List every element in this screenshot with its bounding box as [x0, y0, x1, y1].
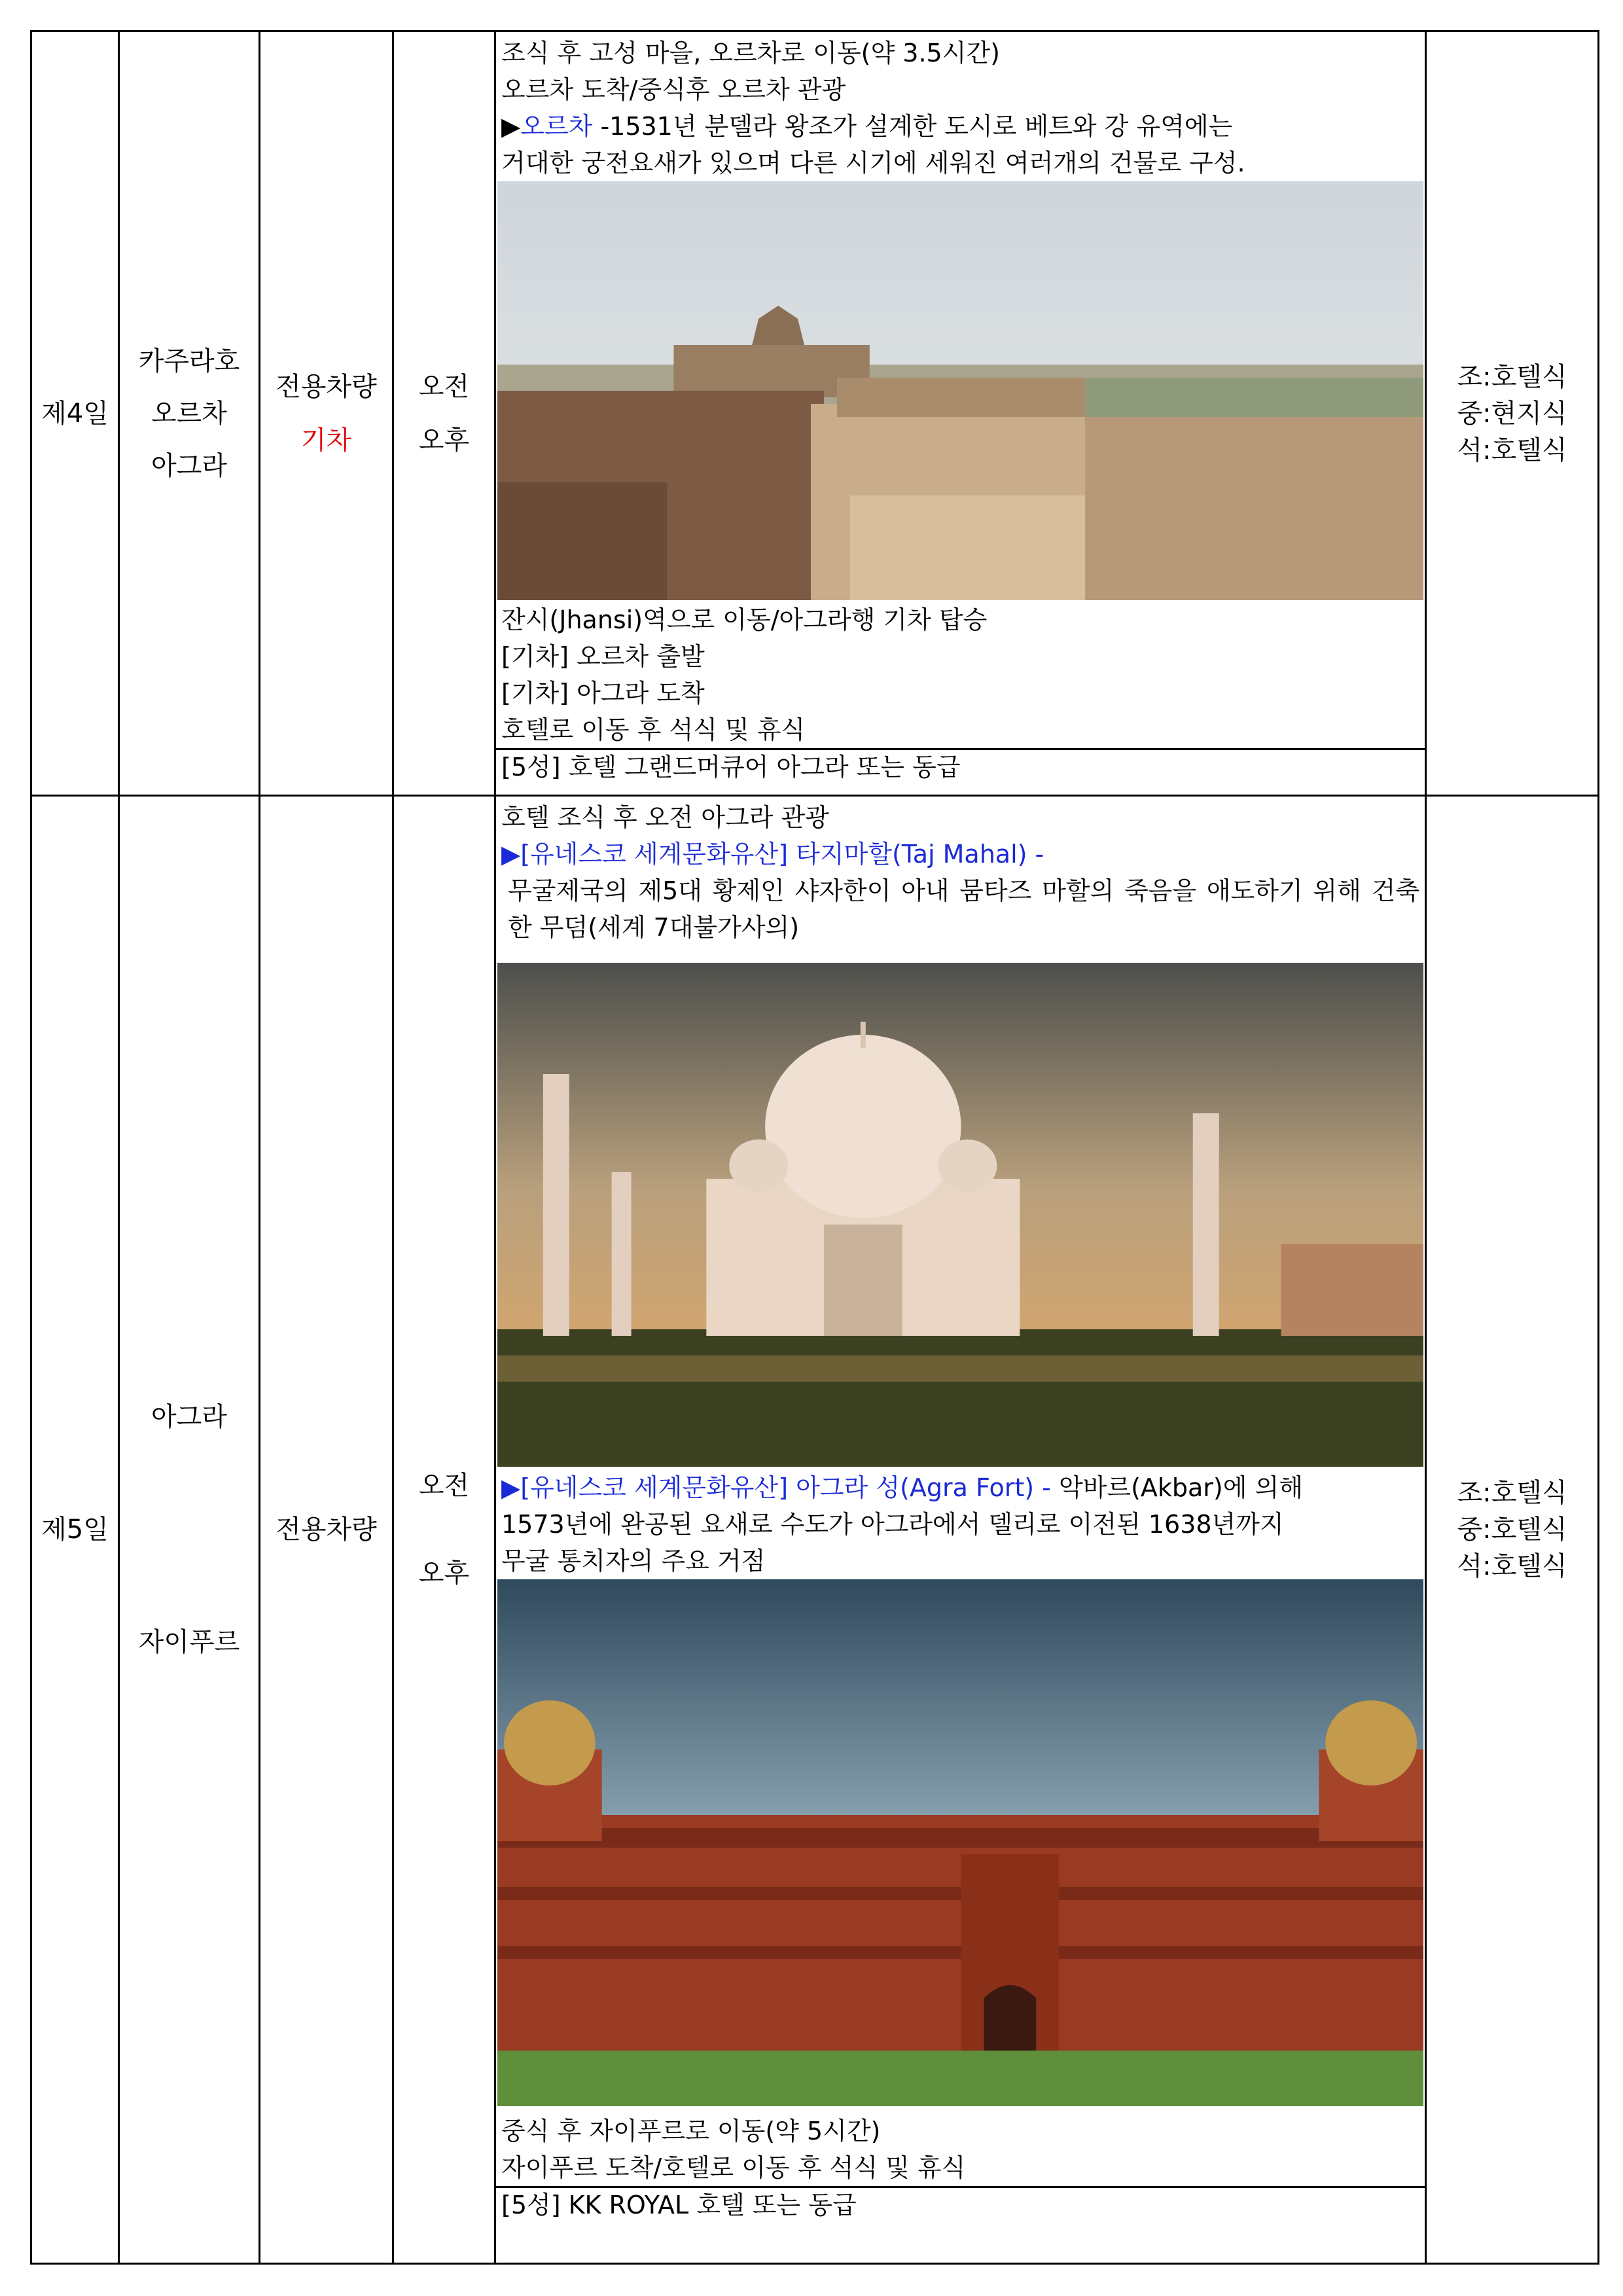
day-label: 제4일: [31, 31, 119, 796]
meal-breakfast: 조:호텔식: [1457, 1478, 1567, 1508]
highlight-name: 오르차: [520, 112, 593, 141]
meal-cell: [1426, 796, 1599, 2264]
schedule-cell: [495, 796, 1426, 2264]
time-cell: [393, 796, 495, 2264]
highlight-line: [496, 108, 1425, 145]
schedule-line: [기차] 오르차 출발: [501, 642, 705, 671]
city-cell: [119, 31, 260, 796]
schedule-line: 조식 후 고성 마을, 오르차로 이동(약 3.5시간): [501, 39, 1000, 67]
highlight-text: 악바르(Akbar)에 의해: [1050, 1473, 1303, 1502]
day-row: [31, 31, 1599, 796]
meal-lunch: 중:호텔식: [1457, 1515, 1567, 1545]
hotel-line: [5성] KK ROYAL 호텔 또는 동급: [496, 2186, 1425, 2222]
city-cell: [119, 796, 260, 2264]
city-name: 카주라호: [138, 346, 240, 376]
city-name: 아그라: [151, 1402, 227, 1432]
schedule-line: 호텔 조식 후 오전 아그라 관광: [501, 803, 829, 832]
highlight-cont: 거대한 궁전요새가 있으며 다른 시기에 세워진 여러개의 건물로 구성.: [501, 149, 1245, 177]
transport-item: 전용차량: [276, 371, 377, 402]
time-label: 오전: [418, 371, 470, 402]
day-row: [31, 796, 1599, 2264]
schedule-line: 잔시(Jhansi)역으로 이동/아그라행 기차 탑승: [501, 605, 988, 634]
city-name: 아그라: [151, 450, 227, 481]
transport-item-train: 기차: [300, 425, 352, 456]
schedule-line: [기차] 아그라 도착: [501, 679, 705, 708]
time-label: 오후: [418, 1558, 470, 1588]
itinerary-table: [30, 30, 1599, 2265]
day-label: 제5일: [31, 796, 119, 2264]
schedule-line: 호텔로 이동 후 석식 및 휴식: [501, 715, 806, 744]
time-label: 오후: [418, 425, 470, 456]
agra-fort-photo: [497, 1579, 1423, 2106]
schedule-line: 오르차 도착/중식후 오르차 관광: [501, 75, 846, 104]
transport-item: 전용차량: [260, 796, 393, 2264]
highlight-cont: 1573년에 완공된 요새로 수도가 아그라에서 델리로 이전된 1638년까지: [501, 1510, 1284, 1539]
meal-breakfast: 조:호텔식: [1457, 361, 1567, 392]
marker: ▶: [501, 840, 521, 869]
marker: ▶: [501, 112, 521, 141]
taj-mahal-photo: [497, 963, 1423, 1467]
meal-lunch: 중:현지식: [1457, 398, 1567, 429]
hotel-line: [5성] 호텔 그랜드머큐어 아그라 또는 동급: [496, 748, 1425, 784]
city-name: 오르차: [151, 398, 227, 429]
schedule-cell: [495, 31, 1426, 796]
time-label: 오전: [418, 1471, 470, 1501]
highlight-line: [496, 1469, 1425, 1506]
transport-cell: [260, 31, 393, 796]
highlight-name: [유네스코 세계문화유산] 아그라 성(Agra Fort) -: [520, 1473, 1051, 1502]
orchha-photo: [497, 181, 1423, 600]
marker: ▶: [501, 1473, 521, 1502]
meal-dinner: 석:호텔식: [1457, 435, 1567, 465]
highlight-name: [유네스코 세계문화유산] 타지마할(Taj Mahal) -: [520, 840, 1044, 869]
highlight-text: -1531년 분델라 왕조가 설계한 도시로 베트와 강 유역에는: [592, 112, 1233, 141]
meal-dinner: 석:호텔식: [1457, 1551, 1567, 1581]
city-name: 자이푸르: [138, 1627, 240, 1657]
highlight-cont: 무굴 통치자의 주요 거점: [501, 1547, 766, 1575]
meal-cell: [1426, 31, 1599, 796]
schedule-line: 자이푸르 도착/호텔로 이동 후 석식 및 휴식: [501, 2153, 966, 2182]
schedule-line: 중식 후 자이푸르로 이동(약 5시간): [501, 2117, 881, 2145]
highlight-line: [496, 836, 1425, 872]
highlight-desc: 무굴제국의 제5대 황제인 샤자한이 아내 뭄타즈 마할의 죽음을 애도하기 위해 건축한 무덤(세계 7대불가사의): [508, 876, 1419, 942]
time-cell: [393, 31, 495, 796]
